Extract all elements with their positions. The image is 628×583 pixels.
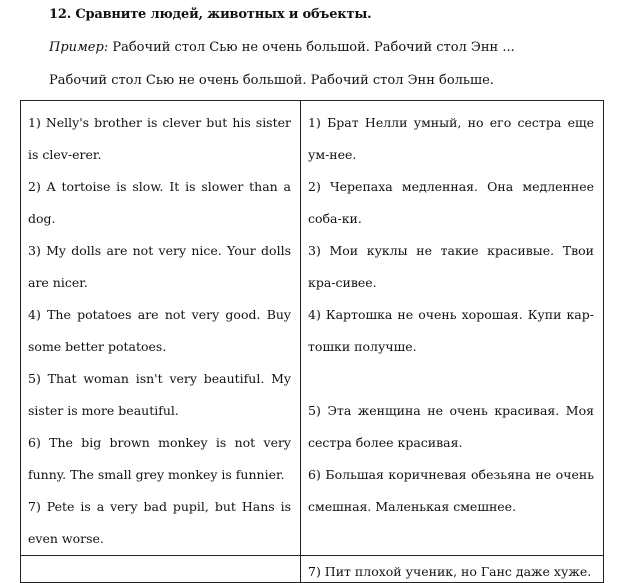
english-sentence-1: 1) Nelly's brother is clever but his sister is clev-erer.	[28, 115, 291, 162]
example-answer: Рабочий стол Сью не очень большой. Рабочий стол Энн больше.	[49, 73, 494, 88]
russian-sentence-7: 7) Пит плохой ученик, но Ганс даже хуже.	[308, 564, 592, 579]
english-sentence-7: 7) Pete is a very bad pupil, but Hans is even worse.	[28, 499, 291, 546]
table-row	[21, 556, 604, 583]
russian-sentence-3: 3) Мои куклы не такие красивые. Твои кра-сивее.	[308, 243, 594, 290]
russian-sentence-1: 1) Брат Нелли умный, но его сестра еще ум-нее.	[308, 115, 594, 162]
english-sentence-3: 3) My dolls are not very nice. Your dolls are nicer.	[28, 243, 291, 290]
table-row	[21, 101, 604, 556]
example-label: Пример:	[49, 40, 109, 55]
english-sentence-5: 5) That woman isn't very beautiful. My sister is more beautiful.	[28, 371, 291, 418]
english-column	[21, 101, 301, 556]
english-sentence-6: 6) The big brown monkey is not very funny. The small grey monkey is funnier.	[28, 435, 291, 482]
english-sentence-4: 4) The potatoes are not very good. Buy some better potatoes.	[28, 307, 291, 354]
russian-sentence-5: 5) Эта женщина не очень красивая. Моя сестра более красивая.	[308, 403, 594, 450]
example-line	[49, 40, 515, 55]
russian-sentence-4: 4) Картошка не очень хорошая. Купи кар-тошки получше.	[308, 307, 594, 354]
exercise-heading: 12. Сравните людей, животных и объекты.	[49, 7, 372, 22]
russian-column-last	[301, 556, 604, 583]
translation-table	[20, 100, 604, 583]
example-text: Рабочий стол Сью не очень большой. Рабочий стол Энн ...	[108, 40, 515, 55]
english-sentence-2: 2) A tortoise is slow. It is slower than a dog.	[28, 179, 291, 226]
russian-sentence-6: 6) Большая коричневая обезьяна не очень смешная. Маленькая смешнее.	[308, 467, 594, 514]
empty-cell	[21, 556, 301, 583]
russian-sentence-2: 2) Черепаха медленная. Она медленнее соба-ки.	[308, 179, 594, 226]
russian-column	[301, 101, 604, 556]
